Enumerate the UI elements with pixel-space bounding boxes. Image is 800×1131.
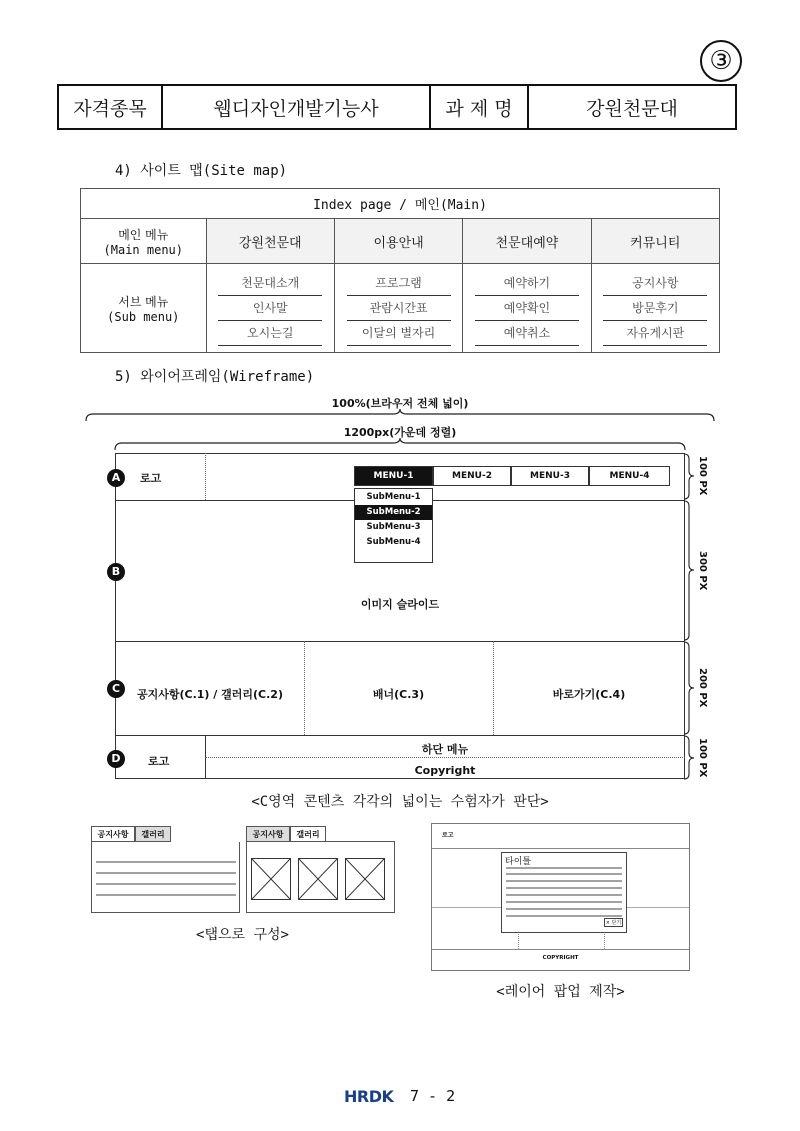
main-menu-4: 커뮤니티 [591, 219, 719, 264]
sub-menu-item: 이달의 별자리 [347, 321, 451, 346]
popup-example-frame [431, 823, 690, 971]
sub-menu-item: 방문후기 [603, 296, 707, 321]
title-value: 강원천문대 [586, 97, 678, 120]
tab-gallery-2[interactable]: 갤러리 [290, 826, 326, 842]
popup-caption: <레이어 팝업 제작> [496, 984, 625, 1000]
menu-1[interactable]: MENU-1 [354, 466, 433, 486]
sub-menu-group-2 [334, 264, 462, 353]
main-menu-2: 이용안내 [334, 219, 462, 264]
tab-caption: <탭으로 구성> [196, 927, 289, 943]
sitemap-section-title: 4) 사이트 맵(Site map) [115, 163, 288, 179]
area-b-badge: B [107, 563, 125, 581]
browser-width-label: 100%(브라우저 전체 넓이) [331, 397, 469, 410]
image-slide: 이미지 슬라이드 [360, 598, 440, 611]
sub-menu-group-1 [206, 264, 334, 353]
sub-menu-item: 천문대소개 [218, 271, 322, 296]
sub-menu-item: 프로그램 [347, 271, 451, 296]
sitemap-table [80, 188, 720, 353]
page-number: 7 - 2 [410, 1087, 456, 1105]
divider [432, 848, 689, 849]
main-menu-1: 강원천문대 [206, 219, 334, 264]
sitemap-index: Index page / 메인(Main) [81, 189, 720, 219]
sub-menu-item: 인사말 [218, 296, 322, 321]
height-d: 100 PX [697, 738, 708, 778]
divider [205, 453, 206, 500]
divider [115, 735, 685, 736]
category-label: 자격종목 [59, 86, 163, 128]
popup-close-button[interactable]: × 닫기 [605, 920, 622, 926]
height-a: 100 PX [697, 456, 708, 496]
banner-area: 배너(C.3) [372, 688, 425, 701]
exam-header-table [57, 84, 737, 130]
tab-gap [171, 841, 240, 842]
height-braces [683, 453, 697, 781]
sub-menu-label: 서브 메뉴 (Sub menu) [81, 264, 207, 353]
submenu-1[interactable]: SubMenu-1 [366, 492, 421, 502]
sub-menu-item: 예약확인 [475, 296, 579, 321]
wireframe-section-title: 5) 와이어프레임(Wireframe) [115, 369, 315, 385]
area-d-badge: D [107, 750, 125, 768]
sub-menu-item: 공지사항 [603, 271, 707, 296]
divider [432, 949, 689, 950]
shortcut-area: 바로가기(C.4) [552, 688, 626, 701]
popup-example-copyright: COPYRIGHT [542, 955, 579, 961]
header-logo: 로고 [140, 472, 162, 485]
notice-tab-panel [91, 841, 240, 913]
submenu-dropdown [354, 488, 433, 563]
submenu-2[interactable]: SubMenu-2 [355, 505, 432, 520]
submenu-4[interactable]: SubMenu-4 [366, 537, 421, 547]
area-c-badge: C [107, 680, 125, 698]
gallery-image-3 [345, 858, 385, 900]
sub-menu-item: 예약취소 [475, 321, 579, 346]
sub-menu-item: 관람시간표 [347, 296, 451, 321]
popup-title: 타이틀 [505, 857, 532, 867]
gallery-image-1 [251, 858, 291, 900]
menu-2[interactable]: MENU-2 [433, 466, 511, 486]
tab-notice[interactable]: 공지사항 [91, 826, 135, 842]
gallery-tab-panel [246, 841, 395, 913]
tab-gallery[interactable]: 갤러리 [135, 826, 171, 842]
main-menu-3: 천문대예약 [463, 219, 591, 264]
layer-popup [501, 852, 627, 933]
page-number-mark: ③ [700, 40, 742, 82]
footer-logo: 로고 [148, 755, 170, 768]
sub-menu-item: 예약하기 [475, 271, 579, 296]
c-area-note: <C영역 콘텐츠 각각의 넓이는 수험자가 판단> [251, 794, 549, 810]
area-a-badge: A [107, 469, 125, 487]
sub-menu-item: 자유게시판 [603, 321, 707, 346]
divider [115, 641, 685, 642]
sub-menu-group-4 [591, 264, 719, 353]
footer-menu: 하단 메뉴 [421, 743, 469, 756]
sub-menu-item: 오시는길 [218, 321, 322, 346]
gallery-image-2 [298, 858, 338, 900]
hrdk-logo: HRDK [344, 1087, 394, 1106]
copyright: Copyright [414, 764, 476, 777]
title-label: 과 제 명 [431, 86, 529, 128]
category-value: 웹디자인개발기능사 [163, 86, 431, 128]
divider [205, 757, 685, 758]
height-c: 200 PX [697, 668, 708, 708]
main-menu-label: 메인 메뉴 (Main menu) [81, 219, 207, 264]
notice-gallery-area: 공지사항(C.1) / 갤러리(C.2) [137, 688, 283, 701]
sub-menu-group-3 [463, 264, 591, 353]
popup-example-logo: 로고 [442, 832, 454, 839]
height-b: 300 PX [697, 551, 708, 591]
menu-4[interactable]: MENU-4 [589, 466, 670, 486]
notice-list-lines [92, 842, 239, 912]
menu-3[interactable]: MENU-3 [511, 466, 589, 486]
submenu-3[interactable]: SubMenu-3 [366, 522, 421, 532]
tab-notice-2[interactable]: 공지사항 [246, 826, 290, 842]
content-width-label: 1200px(가운데 정렬) [343, 426, 457, 439]
